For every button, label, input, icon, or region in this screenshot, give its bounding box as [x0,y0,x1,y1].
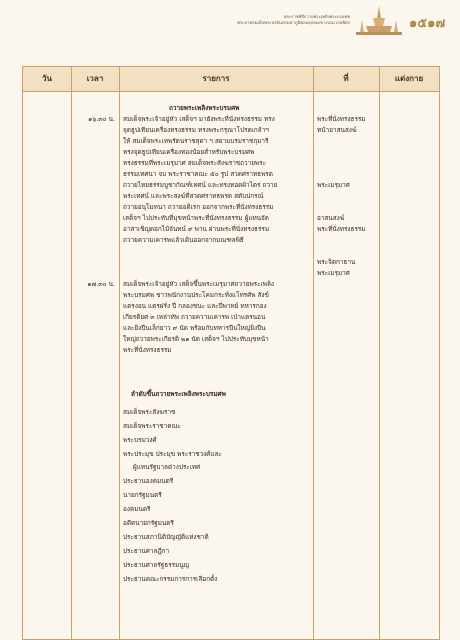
schedule-table [22,66,440,640]
item-line: พระที่นั่งทรงธรรม [123,346,172,354]
order-item: ประธานศาลรัฐธรรมนูญ [123,561,190,569]
section-title: ถวายพระเพลิงพระบรมศพ [169,104,240,112]
item-line: เสด็จฯ ไปประทับที่มุขหน้าพระที่นั่งทรงธรรม ผู้แทนจัด [123,214,269,222]
header-item: รายการ [202,74,230,83]
order-item: สมเด็จพระสังฆราช [123,408,176,416]
table-header-row [23,67,439,92]
order-item: พระบรมวงศ์ [123,436,157,444]
item-line: สมเด็จพระเจ้าอยู่หัว เสด็จฯ มายังพระที่นั่งทรงธรรม ทรง [123,115,275,123]
item-line: สมเด็จพระเจ้าอยู่หัว เสด็จขึ้นพระเมรุมาศถวายพระเพลิง [123,280,274,288]
place-cell: หน้าอาสนสงฆ์ [317,126,357,134]
place-cell: พระเมรุมาศ [317,181,350,189]
place-cell: พระที่นั่งทรงธรรม [317,115,366,123]
column-divider [313,67,314,639]
place-cell: พระเมรุมาศ [317,269,350,277]
item-line: เกียรติยศ ๓ เหล่าทัพ ถวายความเคารพ เป่าแตรนอน [123,313,266,321]
order-item: ประธานคณะกรรมการการเลือกตั้ง [123,575,218,583]
order-item: อดีตนายกรัฐมนตรี [123,519,174,527]
place-cell: อาสนสงฆ์ [317,214,345,222]
order-title: ลำดับขึ้นถวายพระเพลิงพระบรมศพ [131,390,226,398]
item-line: ธรรมเทศนา จบ พระราชาคณะ ๕๐ รูป สวดศราทธพรต [123,170,273,178]
column-divider [119,67,120,639]
item-line: พระบรมศพ ชาวพนักงานประโคมกระทั่งแโทรศัพ สังข์ [123,291,269,299]
time-cell: ๑๗.๓๐ น. [87,280,115,288]
page-header [0,0,460,40]
item-line: ทรงธรรมที่พระเมรุมาศ สมเด็จพระสังฆราชถวายพระ [123,159,267,167]
item-line: แตรงอน แตรฝรั่ง ปี่ กลองชนะ และปี่พาทย์ ทหารกอง [123,302,267,310]
item-line: ใหญ่ถวายพระเกียรติ ๒๑ นัด เสด็จฯ ไปประทับมุขหน้า [123,335,269,343]
page-number: ๑๕๑๗ [409,16,446,31]
header-time: เวลา [86,74,104,83]
place-cell: พระที่นั่งทรงธรรม [317,225,366,233]
column-divider [379,67,380,639]
header-dress: แต่งกาย [394,74,424,83]
order-item: ผู้แทนรัฐบาลต่างประเทศ [133,463,201,471]
header-line-1: พระราชพิธีถวายพระเพลิงพระบรมศพ [283,14,350,19]
royal-crematorium-icon [354,6,404,36]
item-line: และยิงปืนเล็กยาว ๙ นัด พร้อมกับทหารปืนใหญ่ยิงปืน [123,324,266,332]
item-line: ถวายอนุโมทนา ถวายอดิเรก ออกจากพระที่นั่งทรงธรรม [123,203,274,211]
header-line-2: พระบาทสมเด็จพระปรมินทรมหาภูมิพลอดุลยเดช บรมนาถบพิตร [237,20,350,25]
item-line: ให้ สมเด็จพระเทพรัตนราชสุดา ฯ สยามบรมราชกุมารี [123,137,269,145]
order-item: พระประมุข ประมุข พระราชวงศ์และ [123,450,222,458]
item-line: ถวายไทยธรรมบูชากัณฑ์เทศน์ และทรงทอดผ้าไตร ถวาย [123,181,278,189]
order-item: องคมนตรี [123,505,151,513]
item-line: อาสาเชิญดอกไม้จันทน์ ๙ พาน ผ่านพระที่นั่งทรงธรรม [123,225,270,233]
item-line: ทรงจุดธูปเทียนเครื่องทองน้อยสำหรับพระบรมศพ [123,148,255,156]
item-line: จุดธูปเทียนเครื่องทรงธรรม ทรงพระกรุณาโปรดเกล้าฯ [123,126,269,134]
order-item: ประธานศาลฎีกา [123,547,170,555]
order-item: นายกรัฐมนตรี [123,491,162,499]
time-cell: ๑๖.๓๐ น. [88,115,115,123]
column-divider [71,67,72,639]
header-place: ที่ [343,74,349,83]
order-item: สมเด็จพระราชาคณะ [123,422,181,430]
header-day: วัน [42,74,52,83]
item-line: พระเทศน์ และพระสงฆ์ที่สวดศราทธพรต สดับปกรณ์ [123,192,264,200]
place-cell: พระจิตกาธาน [317,258,356,266]
order-item: ประธานสภานิติบัญญัติแห่งชาติ [123,533,209,541]
order-item: ประธานองคมนตรี [123,477,174,485]
header-text [237,14,350,26]
item-line: ถวายความเคารพแล้วเดินออกจากมณฑลพิธี [123,236,244,244]
